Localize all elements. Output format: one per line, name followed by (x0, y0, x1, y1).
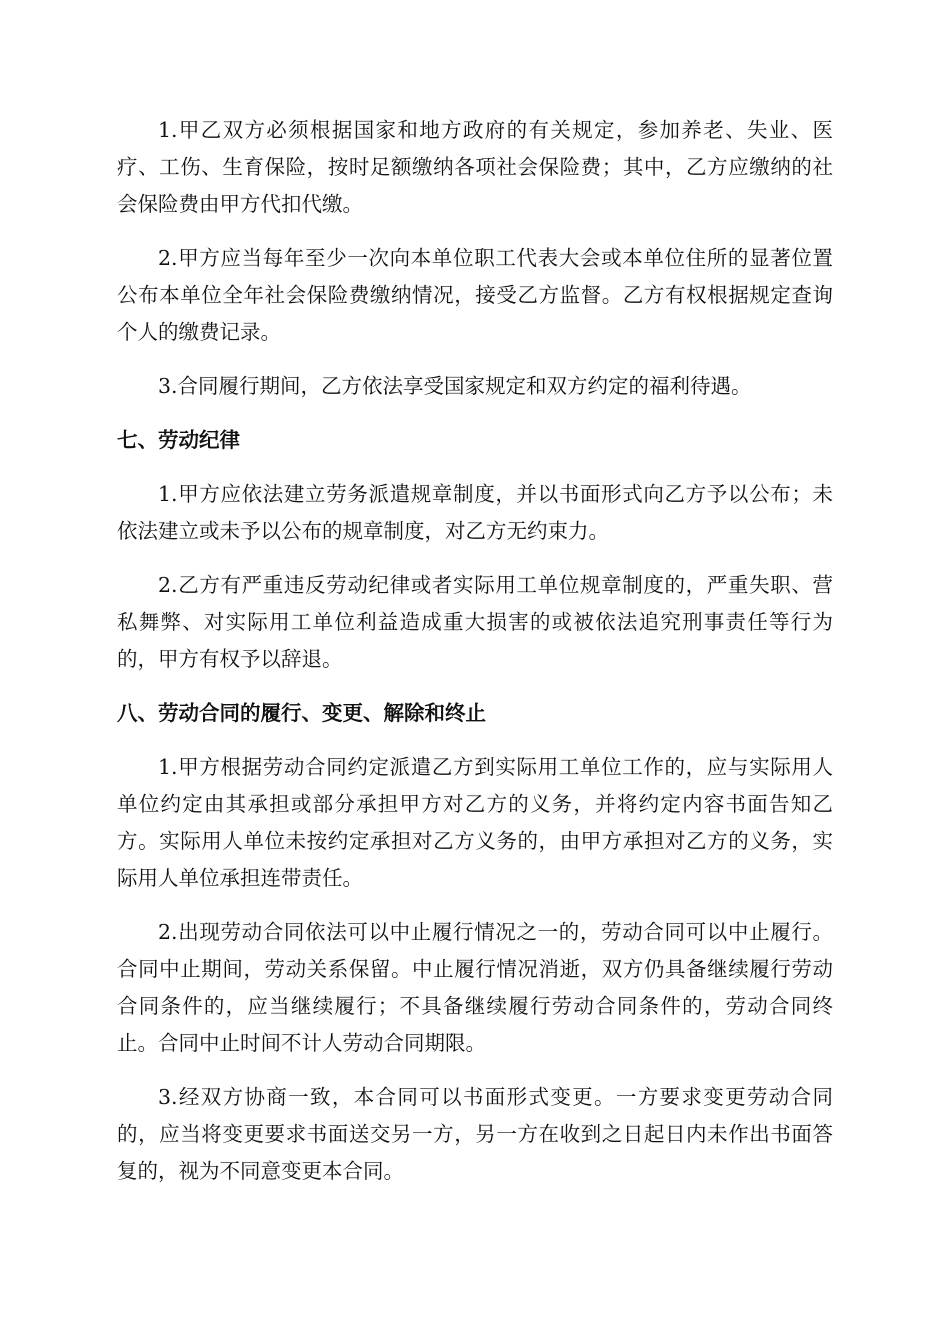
paragraph-social-insurance-2: 2.甲方应当每年至少一次向本单位职工代表大会或本单位住所的显著位置公布本单位全年社会保险费缴纳情况，接受乙方监督。乙方有权根据规定查询个人的缴费记录。 (117, 246, 833, 344)
paragraph-discipline-1: 1.甲方应依法建立劳务派遣规章制度，并以书面形式向乙方予以公布；未依法建立或未予以公布的规章制度，对乙方无约束力。 (117, 482, 833, 543)
paragraph-social-insurance-3: 3.合同履行期间，乙方依法享受国家规定和双方约定的福利待遇。 (158, 374, 752, 398)
section-heading-labor-discipline: 七、劳动纪律 (117, 428, 240, 452)
document-body (117, 112, 833, 1207)
paragraph-social-insurance-1: 1.甲乙双方必须根据国家和地方政府的有关规定，参加养老、失业、医疗、工伤、生育保险，按时足额缴纳各项社会保险费；其中，乙方应缴纳的社会保险费由甲方代扣代缴。 (117, 118, 833, 216)
paragraph-performance-2: 2.出现劳动合同依法可以中止履行情况之一的，劳动合同可以中止履行。合同中止期间，劳动关系保留。中止履行情况消逝，双方仍具备继续履行劳动合同条件的，应当继续履行；不具备继续履行劳动合同条件的，劳动合同终止。合同中止时间不计人劳动合同期限。 (117, 920, 833, 1055)
paragraph-discipline-2: 2.乙方有严重违反劳动纪律或者实际用工单位规章制度的，严重失职、营私舞弊、对实际用工单位利益造成重大损害的或被依法追究刑事责任等行为的，甲方有权予以辞退。 (117, 573, 833, 671)
paragraph-performance-3: 3.经双方协商一致，本合同可以书面形式变更。一方要求变更劳动合同的，应当将变更要求书面送交另一方，另一方在收到之日起日内未作出书面答复的，视为不同意变更本合同。 (117, 1085, 833, 1183)
paragraph-performance-1: 1.甲方根据劳动合同约定派遣乙方到实际用工单位工作的，应与实际用人单位约定由其承担或部分承担甲方对乙方的义务，并将约定内容书面告知乙方。实际用人单位未按约定承担对乙方义务的，由甲方承担对乙方的义务，实际用人单位承担连带责任。 (117, 755, 833, 890)
section-heading-contract-performance: 八、劳动合同的履行、变更、解除和终止 (117, 701, 486, 725)
